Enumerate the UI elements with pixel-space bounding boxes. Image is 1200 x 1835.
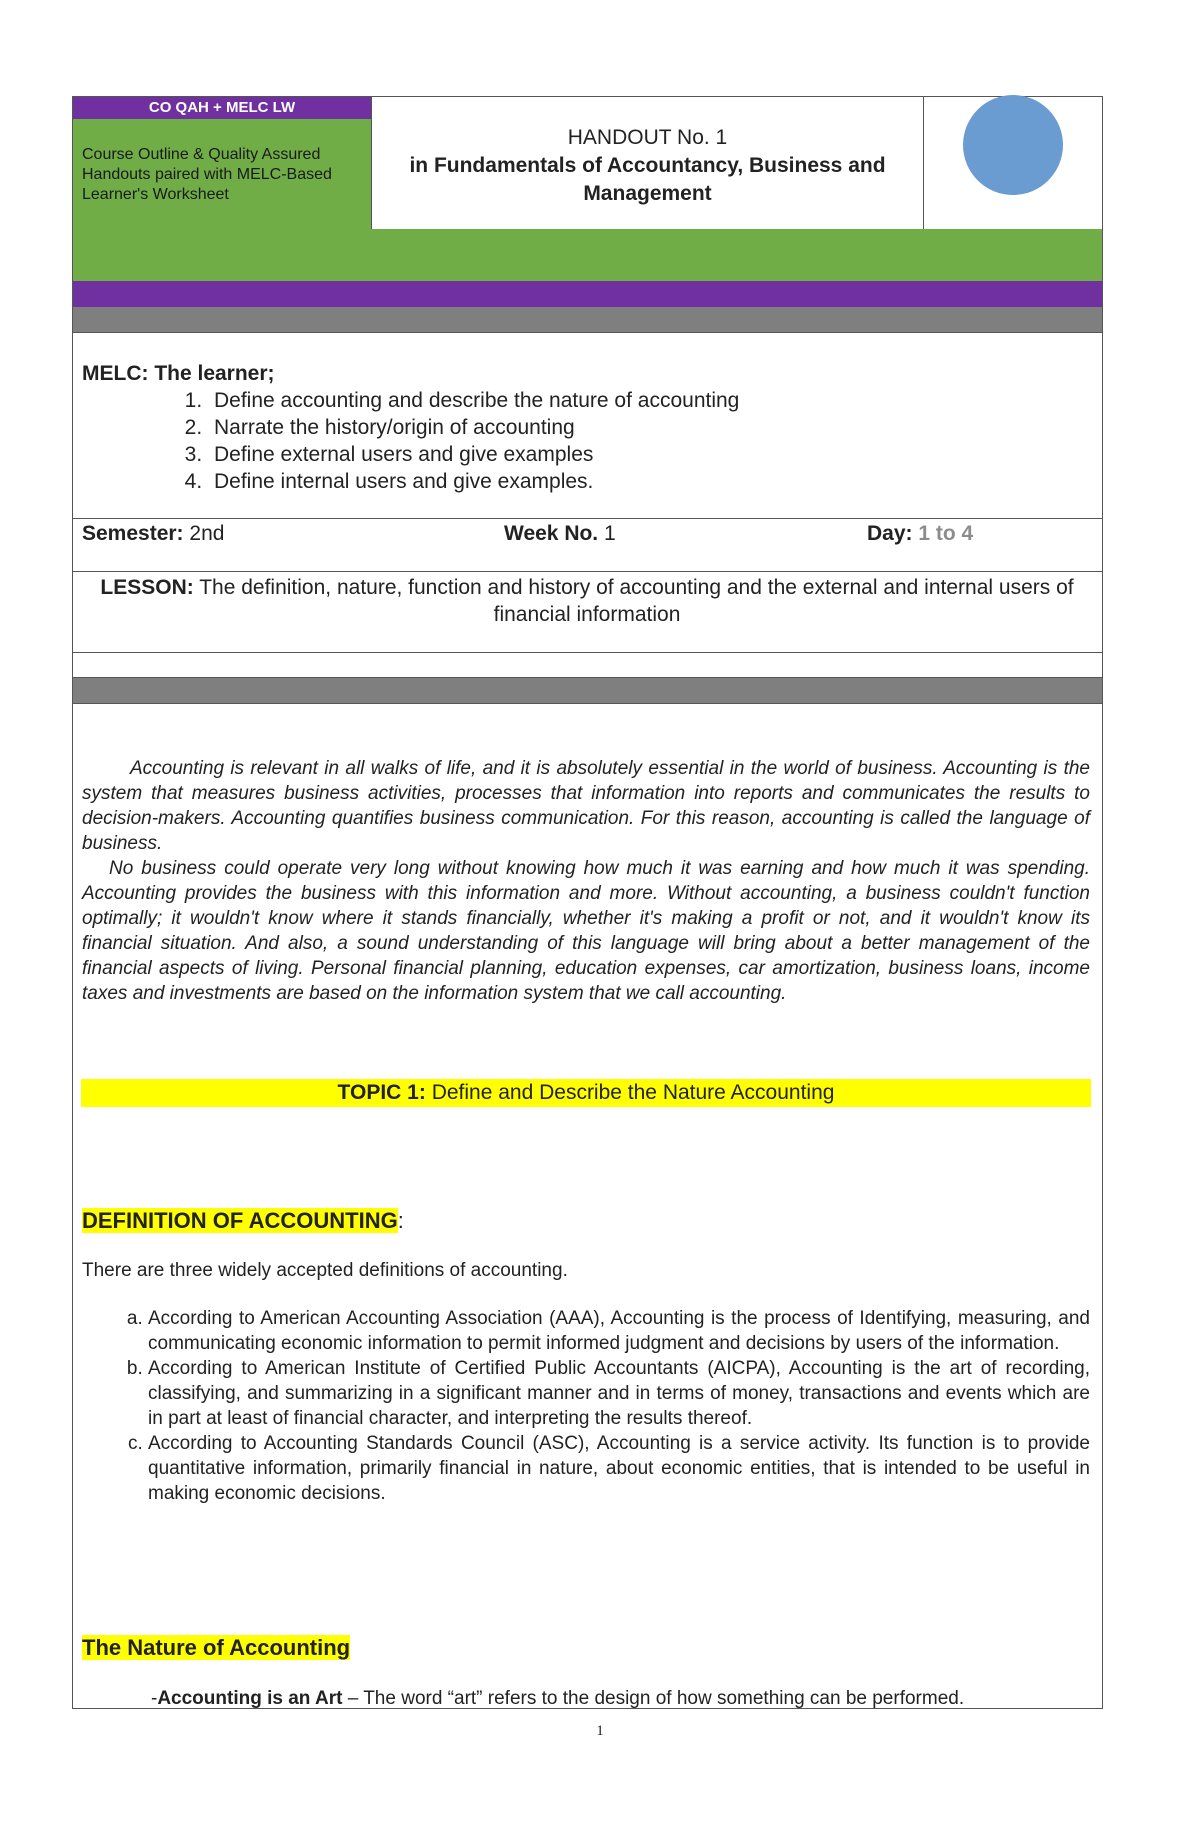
intro-paragraph: Accounting is relevant in all walks of life, and it is absolutely essential in the world of business. Accounting is the system that measures business activities, processes that information into reports and communicates the results to decision-makers. Accounting quantifies business communication. For this reason, accounting is called the language of business. (82, 758, 1090, 854)
art-label: Accounting is an Art (157, 1688, 343, 1709)
melc-heading: MELC: The learner; (82, 362, 275, 385)
semester-value: 2nd (189, 522, 225, 545)
definition-item: b. According to American Institute of Certified Public Accountants (AICPA), Accounting is the art of recording, classifying, and summarizing in a significant manner and in terms of money, transactions and events which are in part at least of financial character, and interpreting the results thereof. (148, 1356, 1090, 1431)
week-label: Week No. (504, 522, 599, 545)
definition-heading-colon: : (397, 1208, 404, 1233)
melc-item: 2. Narrate the history/origin of accounting (208, 414, 1082, 441)
program-description: Course Outline & Quality Assured Handouts paired with MELC-Based Learner's Worksheet (73, 119, 371, 229)
gray-band-top (73, 307, 1102, 333)
page-number: 1 (596, 1723, 604, 1739)
definition-heading-text: DEFINITION OF ACCOUNTING (82, 1208, 398, 1233)
melc-list (82, 387, 1082, 495)
lesson-line (82, 574, 1092, 628)
semester-label: Semester: (82, 522, 184, 545)
row-line-gray-top (72, 332, 1103, 333)
melc-item: 1. Define accounting and describe the nature of accounting (208, 387, 1082, 414)
green-band (73, 229, 1102, 281)
week-value: 1 (604, 522, 616, 545)
handout-subject: in Fundamentals of Accountancy, Business and Management (409, 154, 886, 205)
topic-text: Define and Describe the Nature Accounting (431, 1081, 835, 1104)
art-text: – The word “art” refers to the design of how something can be performed. (342, 1688, 965, 1709)
row-line-meta (72, 571, 1103, 572)
nature-heading (82, 1634, 350, 1662)
intro-text (82, 756, 1090, 1006)
row-line-lesson (72, 652, 1103, 653)
day-label: Day: (867, 522, 913, 545)
handout-title (372, 97, 923, 229)
week-field (504, 519, 616, 549)
program-tag: CO QAH + MELC LW (73, 97, 371, 119)
definition-item: a. According to American Accounting Association (AAA), Accounting is the process of Identifying, measuring, and communicating economic information to permit informed judgment and decisions by users of the information. (148, 1306, 1090, 1356)
intro-paragraph: No business could operate very long without knowing how much it was earning and how much it was spending. Accounting provides the business with this information and more. Without accounting, a business couldn't function optimally; it wouldn't know where it stands financially, whether it's making a profit or not, and it wouldn't know its financial situation. And also, a sound understanding of this language will bring about a better management of the financial aspects of living. Personal financial planning, education expenses, car amortization, business loans, income taxes and investments are based on the information system that we call accounting. (82, 858, 1090, 1004)
school-logo-circle (963, 95, 1063, 195)
lesson-text: The definition, nature, function and history of accounting and the external and internal users of financial information (199, 576, 1074, 626)
gray-band-bottom (73, 678, 1102, 703)
melc-item: 3. Define external users and give examples (208, 441, 1082, 468)
melc-section (82, 360, 1082, 495)
definition-list (82, 1306, 1090, 1506)
topic-label: TOPIC 1: (337, 1081, 426, 1104)
day-value: 1 to 4 (918, 522, 974, 545)
nature-art-line (151, 1686, 1091, 1711)
art-dash: - (151, 1688, 158, 1709)
day-field (867, 519, 973, 549)
definition-intro: There are three widely accepted definitions of accounting. (82, 1260, 568, 1281)
topic-banner (81, 1079, 1091, 1107)
lesson-label: LESSON: (100, 576, 194, 599)
nature-heading-text: The Nature of Accounting (82, 1635, 351, 1660)
header-divider-2 (923, 96, 924, 229)
row-line-gray-bottom (72, 703, 1103, 704)
purple-band (73, 281, 1102, 307)
definition-item: c. According to Accounting Standards Council (ASC), Accounting is a service activity. Its function is to provide quantitative information, primarily financial in nature, about economic entities, that is intended to be useful in making economic decisions. (148, 1431, 1090, 1506)
frame-left (72, 96, 73, 1709)
handout-number: HANDOUT No. 1 (567, 126, 728, 149)
melc-item: 4. Define internal users and give examples. (208, 468, 1082, 495)
semester-field (82, 519, 224, 549)
definition-heading (82, 1207, 404, 1235)
frame-right (1102, 96, 1103, 1709)
